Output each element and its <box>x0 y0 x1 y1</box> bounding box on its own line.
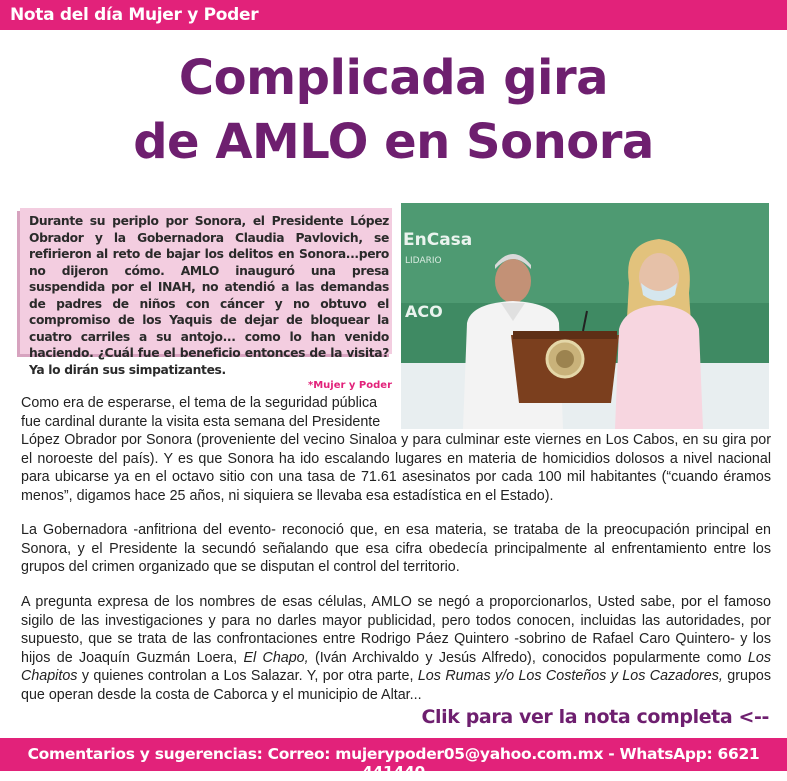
p1-rest: López Obrador por Sonora (proveniente del vecino Sinaloa y para culminar este viernes en Los Cabos, en su gira por el noroeste del país). Y es que Sonora ha ido escalando lugares en materia de homicidios dolosos a nivel nacional para ubicarse ya en el octavo sitio con una tasa de 71.61 asesinatos por cada 100 mil habitantes (“cuando éramos menos”, digamos hace 25 años, ni siquiera se llevaba esa estadística en el Estado). <box>21 432 771 504</box>
title-line-2: de AMLO en Sonora <box>133 114 654 170</box>
p1-line-b: fue cardinal durante la visita esta semana del Presidente <box>21 413 381 430</box>
footer-contact: Comentarios y sugerencias: Correo: mujerypoder05@yahoo.com.mx - WhatsApp: 6621 441440 <box>27 745 760 781</box>
p3-part-a: A pregunta expresa de los nombres de esas células, AMLO se negó a proporcionarlos, Usted sabe, por el famoso sigilo de las investigaciones y para no darles mayor publicidad, pero todos conocen, incluidas las autoridades, por supuesto, que se trata de las confrontaciones entre Rodrigo Páez Quintero -sobrino de Rafael Caro Quintero- y los hijos de Joaquín Guzmán Loera, <box>21 594 771 666</box>
backdrop-text-2: LIDARIO <box>405 256 442 266</box>
p3-italic-2: Los Chapitos <box>21 649 771 684</box>
p3-italic-1: El Chapo, <box>243 649 309 666</box>
p3-part-c: y quienes controlan a Los Salazar. Y, por otra parte, <box>77 668 418 684</box>
p3-part-b: (Iván Archivaldo y Jesús Alfredo), conocidos popularmente como <box>308 649 748 666</box>
body-paragraph-3 <box>21 593 771 704</box>
title-line-1: Complicada gira <box>178 50 609 106</box>
article-title <box>0 46 787 174</box>
author-label: *Mujer y Poder <box>308 380 392 391</box>
backdrop-text-1: EnCasa <box>403 230 473 250</box>
read-more-link[interactable]: Clik para ver la nota completa <-- <box>421 706 769 728</box>
backdrop-text-3: ACO <box>405 302 443 321</box>
header-label: Nota del día Mujer y Poder <box>10 5 259 25</box>
p3-italic-3: Los Rumas y/o Los Costeños y Los Cazadores, <box>417 668 723 684</box>
p3-part-d: grupos que operan desde la costa de Caborca y el municipio de Altar... <box>21 668 771 703</box>
body-paragraph-1 <box>21 394 771 505</box>
body-paragraph-2: La Gobernadora -anfitriona del evento- reconoció que, en esa materia, se trataba de la preocupación principal en Sonora, y el Presidente la secundó señalando que esa cifra obedecía principalmente al enfrentamiento entre los grupos del crimen organizado que se disputan el control del territorio. <box>21 522 771 575</box>
summary-text: Durante su periplo por Sonora, el Presidente López Obrador y la Gobernadora Claudia Pavlovich, se refirieron al reto de bajar los delitos en Sonora...pero no dijeron cómo. AMLO inauguró una presa suspendida por el INAH, no atendió a las demandas de padres de niños con cáncer y no obtuvo el compromiso de los Yaquis de dejar de bloquear la cuatro carriles a su antojo... como lo han venido haciendo. ¿Cuál fue el beneficio entonces de la visita? Ya lo dirán sus simpatizantes. <box>29 214 389 377</box>
p1-line-a: Como era de esperarse, el tema de la seguridad pública <box>21 395 378 411</box>
